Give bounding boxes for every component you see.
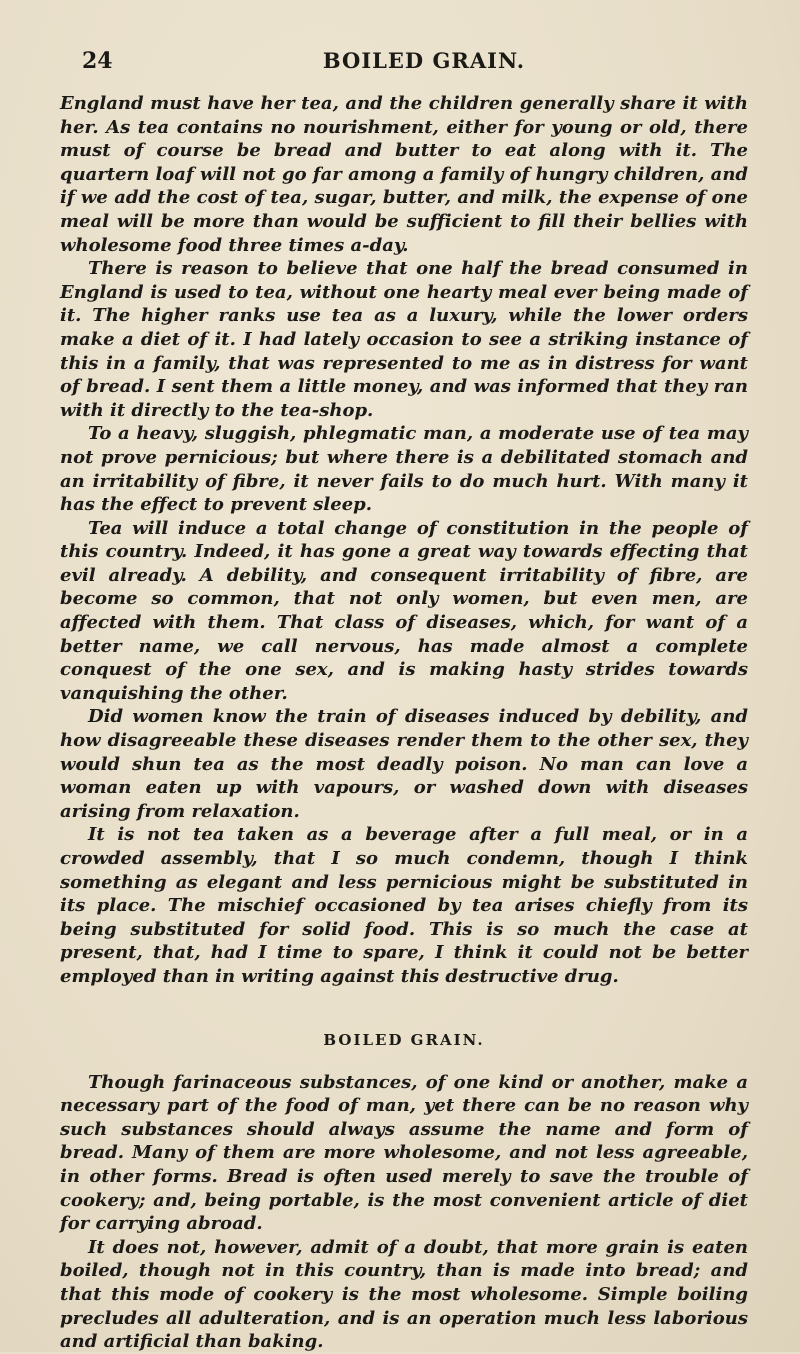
section-body — [60, 1071, 748, 1354]
paragraph: There is reason to believe that one half the bread consumed in England is used to tea, without one hearty meal ever being made of it. The higher ranks use tea as a luxury, while the lower orders make a diet of it. I had lately occasion to see a striking instance of this in a family, that was represented to me as in distress for want of bread. I sent them a little money, and was informed that they ran with it directly to the tea-shop. — [60, 258, 748, 421]
running-title: BOILED GRAIN. — [322, 48, 526, 73]
running-head — [60, 48, 748, 82]
page-number: 24 — [82, 48, 113, 74]
paragraph: Did women know the train of diseases induced by debility, and how disagreeable these diseases render them to the other sex, they would shun tea as the most deadly poison. No man can love a woman eaten up with vapours, or washed down with diseases arising from relaxation. — [60, 706, 748, 822]
paragraph: Tea will induce a total change of constitution in the people of this country. Indeed, it has gone a great way towards effecting that evil already. A debility, and consequent irritability of fibre, are become so common, that not only women, but even men, are affected with them. That class of diseases, which, for want of a better name, we call nervous, has made almost a complete conquest of the one sex, and is making hasty strides towards vanquishing the other. — [60, 517, 748, 704]
paragraph: To a heavy, sluggish, phlegmatic man, a moderate use of tea may not prove pernicious; but where there is a debilitated stomach and an irritability of fibre, it never fails to do much hurt. With many it has the effect to prevent sleep. — [60, 423, 748, 516]
paragraph: It is not tea taken as a beverage after a full meal, or in a crowded assembly, that I so much condemn, though I think something as elegant and less pernicious might be substituted in its place. The mischief occasioned by tea arises chiefly from its being substituted for solid food. This is so much the case at present, that, had I time to spare, I think it could not be better employed than in writing against this destructive drug. — [60, 824, 748, 987]
paragraph: It does not, however, admit of a doubt, that more grain is eaten boiled, though not in this country, than is made into bread; and that this mode of cookery is the most wholesome. Simple boiling precludes all adulteration, and is an operation much less laborious and artificial than baking. — [60, 1236, 748, 1353]
section-heading: BOILED GRAIN. — [323, 1030, 485, 1049]
paragraph: Though farinaceous substances, of one kind or another, make a necessary part of the food of man, yet there can be no reason why such substances should always assume the name and form of bread. Many of them are more wholesome, and not less agreeable, in other forms. Bread is often used merely to save the trouble of cookery; and, being portable, is the most convenient article of diet for carrying abroad. — [60, 1071, 748, 1235]
paragraph: England must have her tea, and the children generally share it with her. As tea contains no nourishment, either for young or old, there must of course be bread and butter to eat along with it. The quartern loaf will not go far among a family of hungry children, and if we add the cost of tea, sugar, butter, and milk, the expense of one meal will be more than would be sufficient to fill their bellies with wholesome food three times a-day. — [60, 93, 748, 256]
body-text — [60, 92, 748, 1354]
